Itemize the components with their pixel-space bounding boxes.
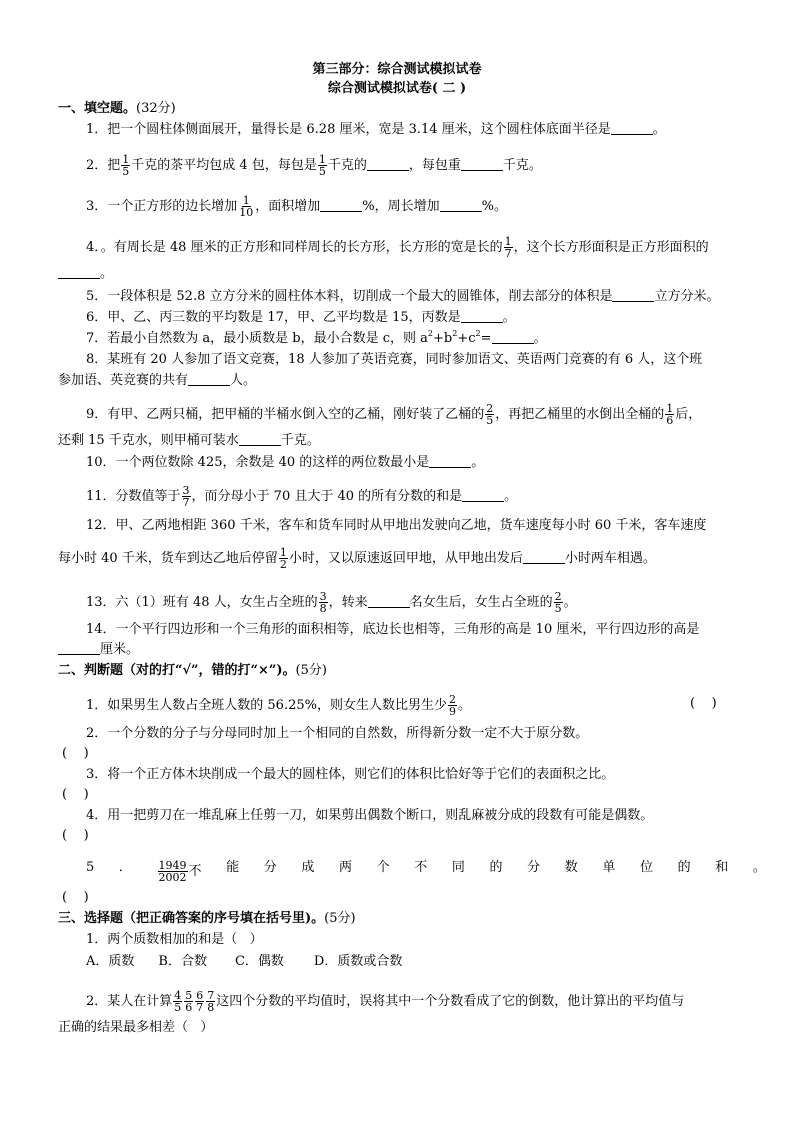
part-title: 第三部分：综合测试模拟试卷: [312, 62, 482, 77]
fraction-num: 2: [448, 693, 456, 706]
answer-blank[interactable]: [440, 199, 482, 212]
fraction: [238, 195, 254, 218]
fraction: [319, 591, 328, 614]
answer-blank[interactable]: [461, 158, 503, 171]
fraction-den: 7: [504, 247, 512, 260]
fraction-num: 6: [196, 989, 204, 1002]
q1-13-c: 名女生后，女生占全班的: [409, 595, 553, 610]
fraction: [665, 403, 674, 426]
answer-blank[interactable]: [239, 433, 281, 446]
q1-2-a: 2．把: [86, 158, 121, 173]
q1-12-b: 小时，又以原速返回甲地，从甲地出发后: [288, 551, 523, 566]
question-2-4: 4．用一把剪刀在一堆乱麻上任剪一刀，如果剪出偶数个断口，则乱麻被分成的段数有可能是偶数。: [86, 808, 654, 823]
fraction: [158, 860, 188, 883]
section1-score: (32分): [136, 101, 176, 116]
answer-paren[interactable]: ( ): [62, 828, 89, 843]
question-1-4: [86, 236, 709, 259]
q2-5-char: 个: [376, 860, 390, 875]
q1-9-line2: 还剩 15 千克水，则甲桶可装水: [58, 433, 239, 448]
q1-10-text: 10．一个两位数除 425，余数是 40 的这样的两位数最小是: [86, 455, 430, 470]
q1-4-a: 4．。有周长是 48 厘米的正方形和同样周长的长方形，长方形的宽是长的: [86, 240, 503, 255]
fraction: [173, 990, 182, 1013]
question-1-9: [86, 403, 701, 426]
question-1-2: [86, 154, 542, 177]
q2-5-char: 。: [752, 860, 766, 875]
question-2-2: 2．一个分数的分子与分母同时加上一个相同的自然数，所得新分数一定不大于原分数。: [86, 726, 589, 741]
answer-blank[interactable]: [612, 289, 654, 302]
fraction-num: 1: [318, 153, 326, 166]
q1-11-end: 。: [504, 489, 518, 504]
answer-blank[interactable]: [188, 373, 230, 386]
fraction-den: 8: [319, 602, 327, 615]
option-b[interactable]: B．合数: [158, 954, 207, 969]
answer-blank[interactable]: [492, 331, 534, 344]
question-1-14-cont: [58, 642, 139, 658]
q1-1-text: 1．把一个圆柱体侧面展开，量得长是 6.28 厘米，宽是 3.14 厘米，这个圆柱体底面半径是: [86, 122, 611, 137]
section1-heading-text: 一、填空题。: [58, 101, 137, 116]
q1-12-end: 小时两车相遇。: [564, 551, 656, 566]
fraction-num: 2: [486, 402, 494, 415]
fraction-num: 4: [174, 989, 182, 1002]
q2-5-char: 和: [715, 860, 729, 875]
q1-6-end: 。: [502, 310, 516, 325]
question-3-2: [86, 990, 684, 1013]
fraction-den: 6: [185, 1001, 193, 1014]
section3-heading-text: 三、选择题（把正确答案的序号填在括号里)。: [58, 911, 325, 926]
q1-14-end: 厘米。: [100, 642, 140, 657]
question-1-5: [86, 289, 720, 305]
question-3-1: 1．两个质数相加的和是（ ）: [86, 932, 263, 947]
q1-2-d: ，每包重: [408, 158, 461, 173]
section1-heading: [58, 101, 176, 117]
answer-paren[interactable]: ( ): [690, 696, 717, 711]
fraction: [279, 547, 288, 570]
exponent: 2: [427, 329, 433, 338]
fraction: [504, 236, 513, 259]
question-2-3: 3．将一个正方体木块削成一个最大的圆柱体，则它们的体积比恰好等于它们的表面积之比。: [86, 767, 615, 782]
fraction: [195, 990, 204, 1013]
fraction-den: 5: [122, 165, 130, 178]
fraction-num: 1: [242, 194, 250, 207]
q3-2-b: 这四个分数的平均值时，误将其中一个分数看成了它的倒数，他计算出的平均值与: [216, 994, 685, 1009]
question-3-2-cont: 正确的结果最多相差（ ）: [58, 1020, 214, 1035]
fraction-den: 7: [182, 496, 190, 509]
option-a[interactable]: A．质数: [86, 954, 135, 969]
fraction-num: 1: [666, 402, 674, 415]
question-1-7: [86, 331, 547, 347]
answer-blank[interactable]: [58, 642, 100, 655]
question-1-4-cont: [58, 266, 113, 282]
q1-5-end: 立方分米。: [654, 289, 720, 304]
paper-title: 综合测试模拟试卷( 二 ): [327, 81, 467, 96]
q2-5-char: 能: [226, 860, 240, 875]
fraction-num: 1: [504, 235, 512, 248]
answer-paren[interactable]: ( ): [62, 746, 89, 761]
answer-paren[interactable]: ( ): [62, 890, 89, 905]
fraction-num: 2: [554, 590, 562, 603]
q1-7-end: 。: [533, 331, 547, 346]
q1-7-p2: +c: [457, 331, 476, 346]
fraction: [485, 403, 494, 426]
q1-2-e: 千克。: [502, 158, 542, 173]
section3-score: (5分): [324, 911, 356, 926]
q2-5-char: 不: [414, 860, 428, 875]
q2-5-char: 5: [86, 860, 95, 875]
q2-5-char: 同: [451, 860, 465, 875]
q1-3-d: %。: [481, 199, 508, 214]
question-2-1: [86, 694, 471, 717]
q1-3-b: ，面积增加: [255, 199, 321, 214]
question-1-13: [86, 591, 577, 614]
q1-1-end: 。: [652, 122, 666, 137]
answer-blank[interactable]: [429, 455, 471, 468]
q2-5-char: 不: [188, 864, 202, 879]
q2-5-char: 分: [527, 860, 541, 875]
question-1-6: [86, 310, 516, 326]
section2-heading: [58, 663, 327, 679]
question-1-11: [86, 485, 517, 508]
q2-5-char: 的: [677, 860, 691, 875]
q1-8-end: 人。: [230, 373, 257, 388]
q1-11-b: ，而分母小于 70 且大于 40 的所有分数的和是: [191, 489, 463, 504]
answer-blank[interactable]: [462, 489, 504, 502]
q1-4-b: ，这个长方形面积是正方形面积的: [513, 240, 709, 255]
question-1-3: [86, 195, 507, 218]
q1-13-a: 13．六（1）班有 48 人，女生占全班的: [86, 595, 318, 610]
answer-blank[interactable]: [58, 266, 100, 279]
q1-11-a: 11．分数值等于: [86, 489, 181, 504]
section2-heading-text: 二、判断题（对的打“√”，错的打“×”)。: [58, 663, 296, 678]
question-1-8: 8．某班有 20 人参加了语文竞赛，18 人参加了英语竞赛，同时参加语文、英语两门竞赛的有 6 人，这个班: [86, 352, 703, 367]
fraction-num: 1949: [158, 859, 187, 872]
q2-5-char: 的: [489, 860, 503, 875]
fraction-den: 5: [486, 414, 494, 427]
section2-score: (5分): [295, 663, 327, 678]
fraction: [318, 154, 327, 177]
q2-5-char: 分: [263, 860, 277, 875]
q2-5-char: 成: [301, 860, 315, 875]
fraction-den: 5: [318, 165, 326, 178]
fraction-num: 1: [122, 153, 130, 166]
fraction: [206, 990, 215, 1013]
fraction-den: 10: [239, 206, 254, 219]
q1-2-b: 千克的茶平均包成 4 包，每包是: [131, 158, 317, 173]
question-3-1-options: [86, 954, 402, 970]
fraction-den: 2002: [158, 871, 187, 884]
fraction: [448, 694, 457, 717]
fraction-den: 5: [554, 602, 562, 615]
answer-blank[interactable]: [461, 310, 503, 323]
answer-blank[interactable]: [367, 158, 409, 171]
q2-1-b: 。: [457, 698, 471, 713]
q1-9-end: 千克。: [280, 433, 320, 448]
q1-6-text: 6．甲、乙、丙三数的平均数是 17，甲、乙平均数是 15，丙数是: [86, 310, 461, 325]
question-1-14: 14．一个平行四边形和一个三角形的面积相等，底边长也相等，三角形的高是 10 厘米，平行四边形的高是: [86, 622, 700, 637]
q1-3-a: 3．一个正方形的边长增加: [86, 199, 238, 214]
q1-7-p3: =: [480, 331, 492, 346]
q1-2-c: 千克的: [327, 158, 367, 173]
fraction-num: 3: [319, 590, 327, 603]
question-1-8-cont: [58, 373, 256, 389]
question-2-5: [86, 860, 766, 883]
fraction-num: 7: [207, 989, 215, 1002]
fraction-num: 1: [279, 546, 287, 559]
q1-8-line2: 参加语、英竞赛的共有: [58, 373, 189, 388]
fraction-den: 9: [448, 705, 456, 718]
option-d[interactable]: D．质数或合数: [313, 954, 403, 969]
fraction-den: 5: [174, 1001, 182, 1014]
q2-1-a: 1．如果男生人数占全班人数的 56.25%，则女生人数比男生少: [86, 698, 447, 713]
fraction-den: 2: [279, 558, 287, 571]
answer-paren[interactable]: ( ): [62, 787, 89, 802]
q2-5-fraction-group: [157, 860, 202, 883]
question-1-9-cont: [58, 433, 320, 449]
q1-13-b: ，转来: [328, 595, 368, 610]
q2-5-char: 位: [640, 860, 654, 875]
q3-2-a: 2．某人在计算: [86, 994, 173, 1009]
fraction: [184, 990, 193, 1013]
question-1-12-cont: [58, 547, 656, 570]
q1-7-p1: +b: [433, 331, 453, 346]
fraction-den: 6: [666, 414, 674, 427]
fraction-den: 8: [207, 1001, 215, 1014]
question-1-10: [86, 455, 484, 471]
fraction-num: 3: [182, 484, 190, 497]
fraction: [554, 591, 563, 614]
q1-12-a: 每小时 40 千米，货车到达乙地后停留: [58, 551, 278, 566]
question-1-12: 12．甲、乙两地相距 360 千米，客车和货车同时从甲地出发驶向乙地，货车速度每小时 60 千米，客车速度: [86, 518, 707, 533]
q1-13-end: 。: [563, 595, 577, 610]
q1-5-text: 5．一段体积是 52.8 立方分米的圆柱体木料，切削成一个最大的圆锥体，削去部分的体积是: [86, 289, 613, 304]
q2-5-char: 单: [602, 860, 616, 875]
q1-3-c: %，周长增加: [362, 199, 440, 214]
q2-5-char: 数: [564, 860, 578, 875]
q1-7-text: 7．若最小自然数为 a，最小质数是 b，最小合数是 c，则 a: [86, 331, 428, 346]
option-c[interactable]: C．偶数: [234, 954, 284, 969]
q1-10-end: 。: [471, 455, 485, 470]
q1-9-b: ，再把乙桶里的水倒出全桶的: [495, 407, 665, 422]
q1-9-c: 后，: [675, 407, 702, 422]
fraction-num: 5: [185, 989, 193, 1002]
exponent: 2: [452, 329, 458, 338]
question-1-1: [86, 122, 666, 138]
answer-blank[interactable]: [320, 199, 362, 212]
fraction: [121, 154, 130, 177]
section3-heading: [58, 911, 356, 927]
q2-5-char: ．: [118, 860, 132, 875]
answer-blank[interactable]: [523, 551, 565, 564]
q2-5-char: 两: [339, 860, 353, 875]
exponent: 2: [475, 329, 481, 338]
answer-blank[interactable]: [611, 122, 653, 135]
q1-4-end: 。: [100, 266, 114, 281]
answer-blank[interactable]: [368, 595, 410, 608]
fraction: [182, 485, 191, 508]
q1-9-a: 9．有甲、乙两只桶，把甲桶的半桶水倒入空的乙桶，刚好装了乙桶的: [86, 407, 485, 422]
fraction-den: 7: [196, 1001, 204, 1014]
